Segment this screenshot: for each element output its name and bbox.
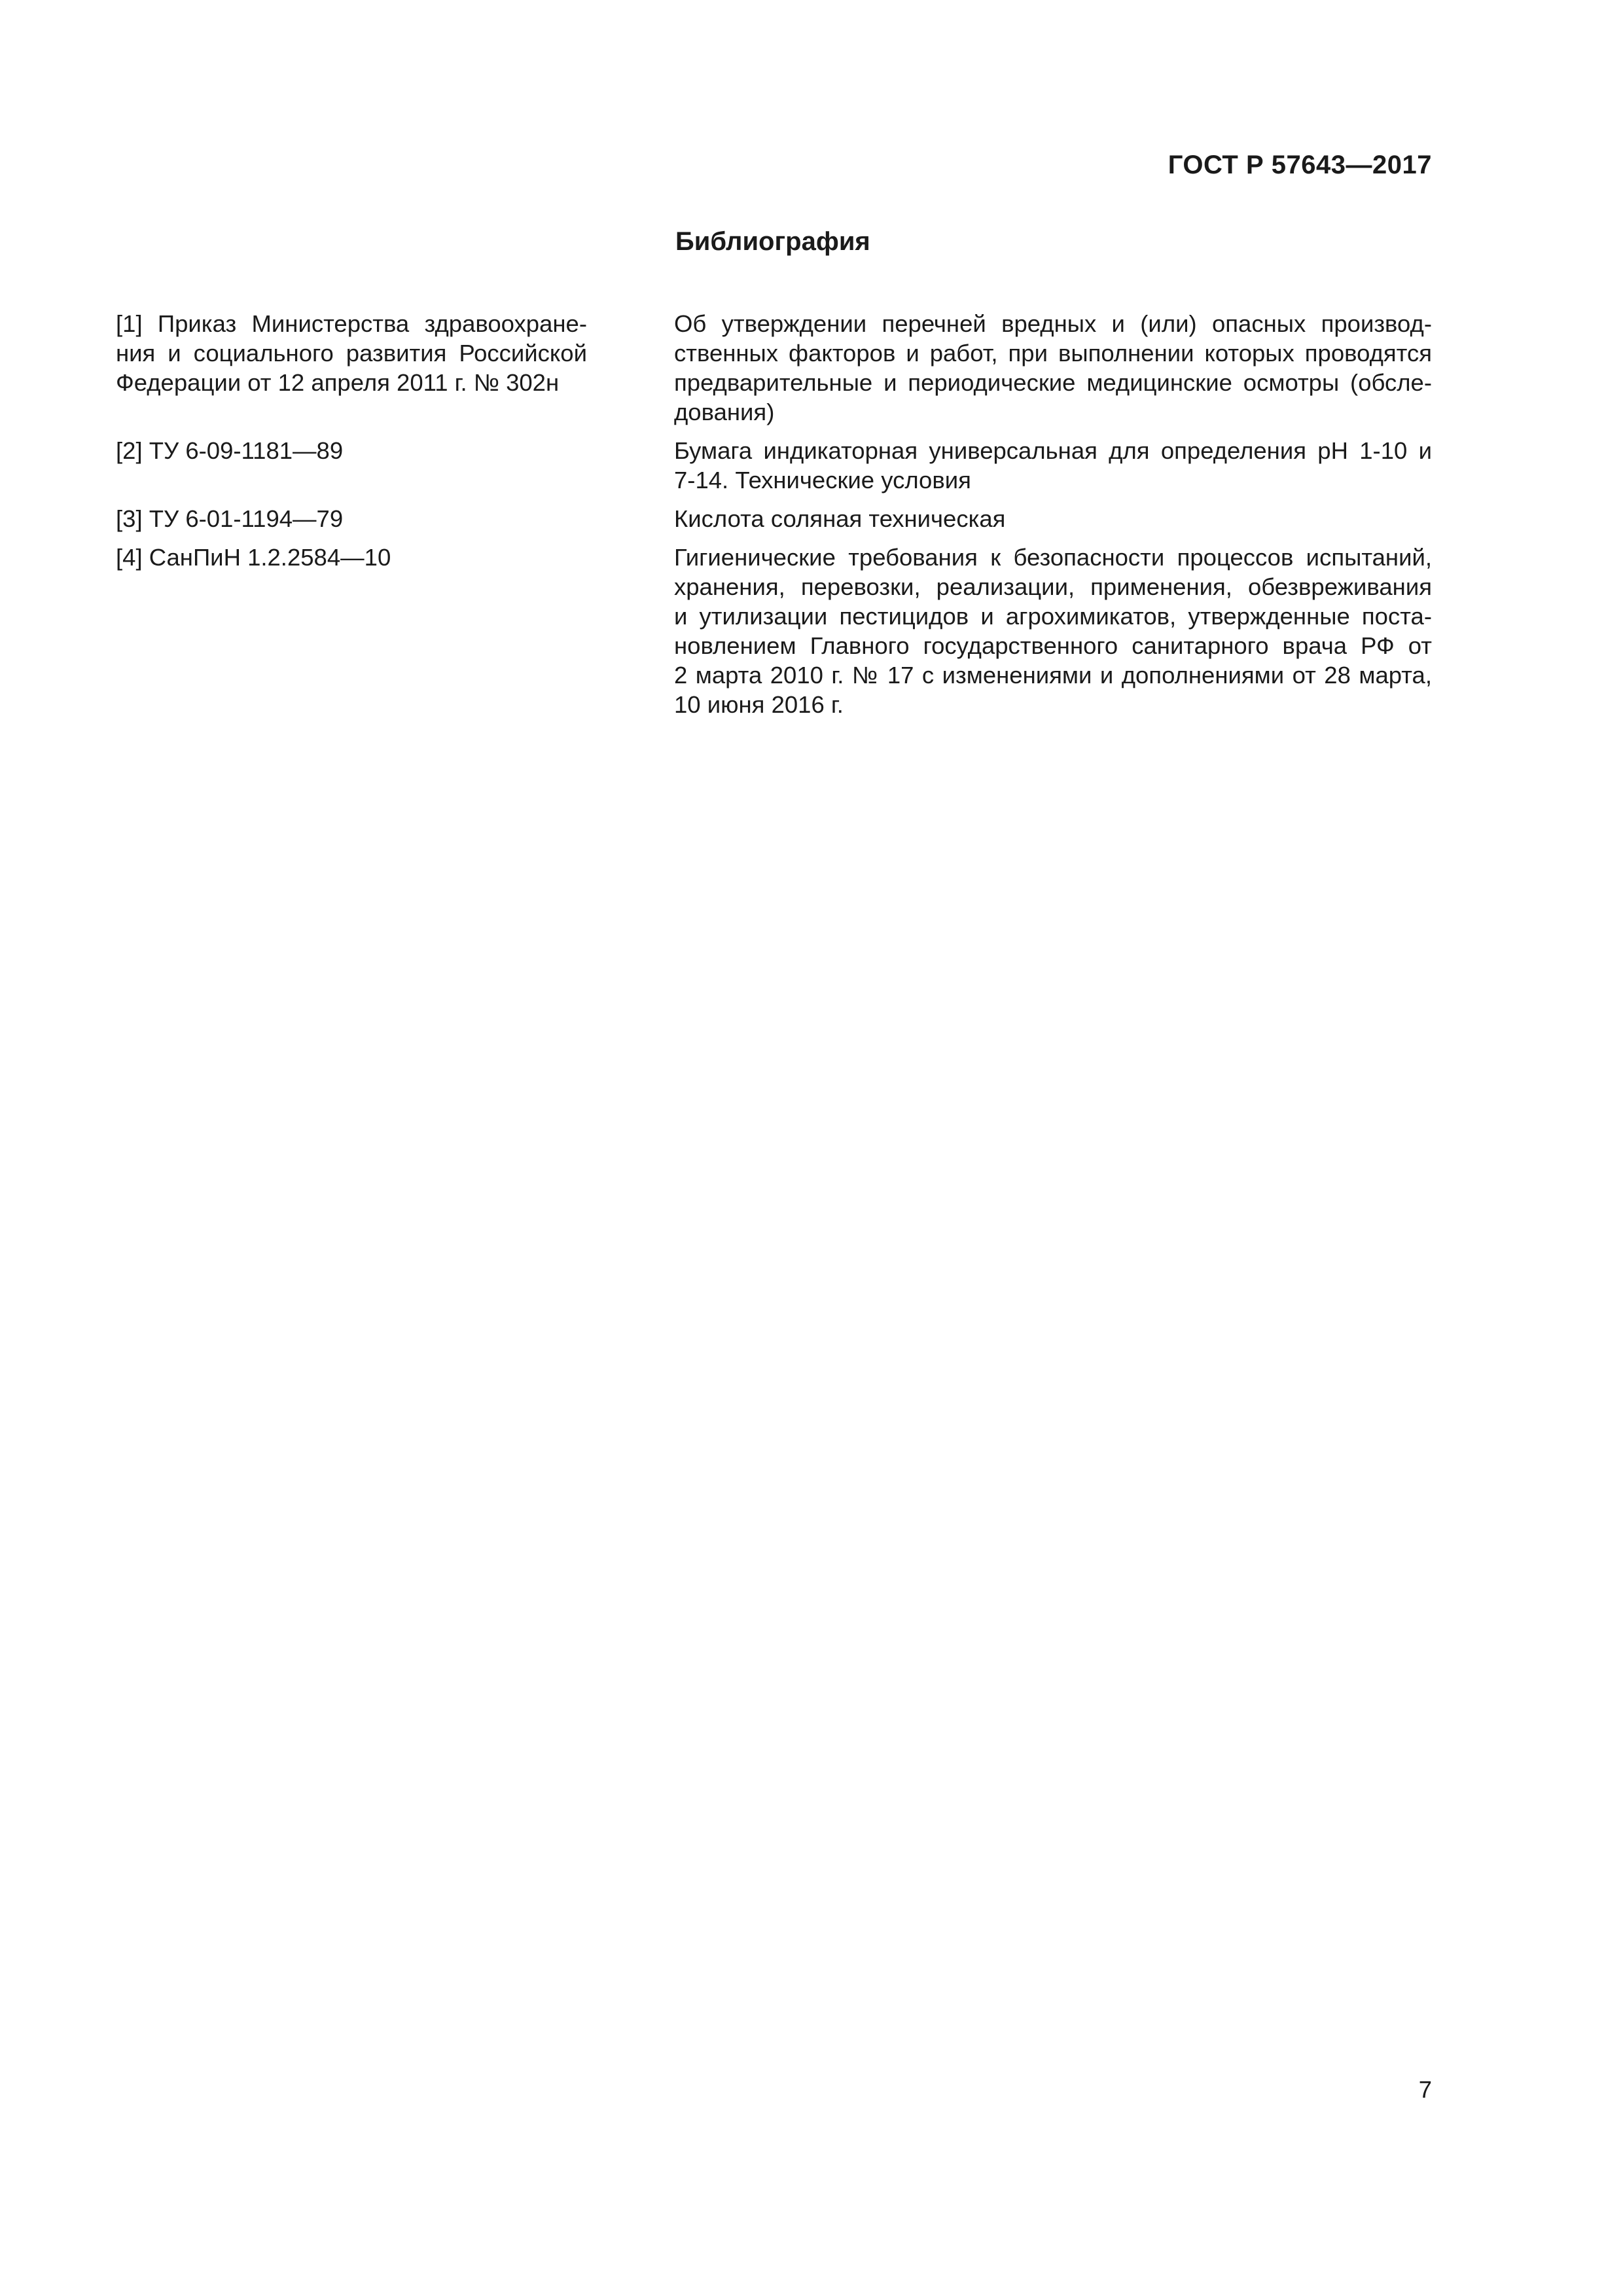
description-line: дования) (674, 399, 775, 425)
reference-line: [3] ТУ 6-01-1194—79 (116, 505, 344, 532)
bibliography-reference (116, 504, 587, 533)
reference-line: Федерации от 12 апреля 2011 г. № 302н (116, 369, 560, 396)
reference-line: ния и социального развития Российской (116, 340, 587, 367)
reference-line: [4] СанПиН 1.2.2584—10 (116, 544, 391, 571)
description-line: Кислота соляная техническая (674, 505, 1006, 532)
bibliography-description (674, 436, 1432, 495)
description-line: 10 июня 2016 г. (674, 691, 844, 718)
bibliography-entry (116, 504, 1432, 533)
bibliography-entry (116, 543, 1432, 719)
bibliography-list (116, 309, 1432, 728)
bibliography-entry (116, 436, 1432, 495)
description-line: хранения, перевозки, реализации, применения, обезвреживания (674, 573, 1432, 600)
reference-line: [2] ТУ 6-09-1181—89 (116, 437, 344, 464)
bibliography-entry (116, 309, 1432, 427)
description-line: Гигиенические требования к безопасности процессов испытаний, (674, 544, 1432, 571)
bibliography-description (674, 309, 1432, 427)
description-line: новлением Главного государственного санитарного врача РФ от (674, 632, 1432, 659)
bibliography-reference (116, 309, 587, 427)
document-code: ГОСТ Р 57643—2017 (1168, 151, 1432, 179)
description-line: и утилизации пестицидов и агрохимикатов, утвержденные поста- (674, 603, 1432, 630)
description-line: ственных факторов и работ, при выполнении которых проводятся (674, 340, 1432, 367)
description-line: 7-14. Технические условия (674, 467, 971, 493)
reference-line: [1] Приказ Министерства здравоохране- (116, 310, 587, 337)
bibliography-title: Библиография (675, 227, 870, 256)
bibliography-description (674, 504, 1432, 533)
bibliography-reference (116, 543, 587, 719)
bibliography-reference (116, 436, 587, 495)
bibliography-description (674, 543, 1432, 719)
description-line: Об утверждении перечней вредных и (или) опасных производ- (674, 310, 1432, 337)
description-line: 2 марта 2010 г. № 17 с изменениями и дополнениями от 28 марта, (674, 662, 1432, 689)
page-number: 7 (1418, 2076, 1432, 2103)
description-line: Бумага индикаторная универсальная для определения pH 1-10 и (674, 437, 1432, 464)
description-line: предварительные и периодические медицинские осмотры (обсле- (674, 369, 1432, 396)
